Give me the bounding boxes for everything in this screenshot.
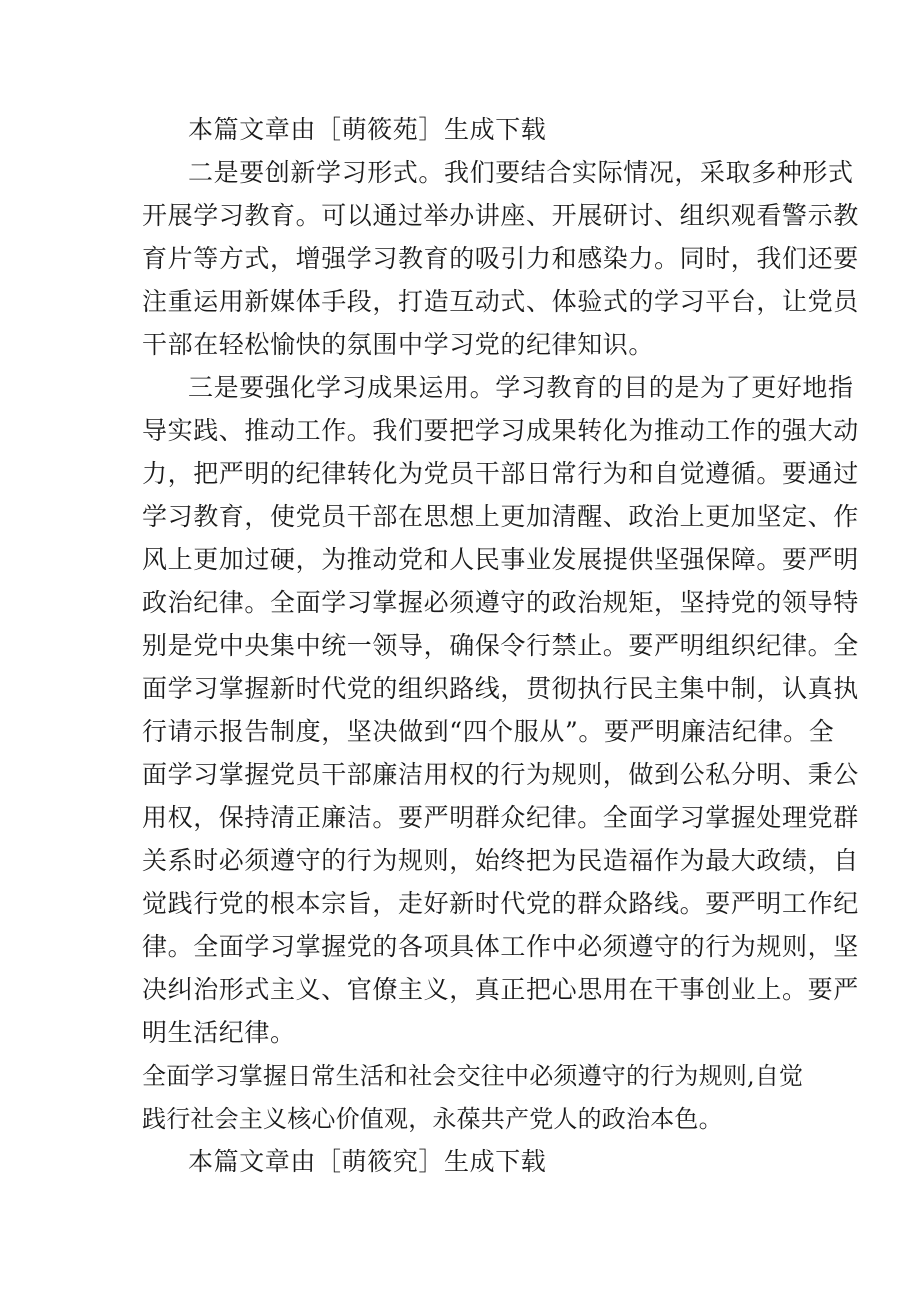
paragraph-3-line-13: 觉践行党的根本宗旨，走好新时代党的群众路线。要严明工作纪	[142, 889, 859, 918]
paragraph-2-line-4: 注重运用新媒体手段，打造互动式、体验式的学习平台，让党员	[142, 287, 859, 316]
paragraph-3-line-3: 力，把严明的纪律转化为党员干部日常行为和自觉遵循。要通过	[142, 459, 859, 488]
paragraph-3-line-16: 明生活纪律。	[142, 1018, 296, 1047]
paragraph-4-line-2: 践行社会主义核心价值观，永葆共产党人的政治本色。	[142, 1105, 723, 1133]
paragraph-3-line-1: 三是要强化学习成果运用。学习教育的目的是为了更好地指	[188, 373, 854, 402]
paragraph-3-line-14: 律。全面学习掌握党的各项具体工作中必须遵守的行为规则，坚	[142, 932, 859, 961]
paragraph-4-line-1: 全面学习掌握日常生活和社会交往中必须遵守的行为规则,自觉	[142, 1062, 804, 1090]
paragraph-3-line-8: 面学习掌握新时代党的组织路线，贯彻执行民主集中制，认真执	[142, 674, 859, 703]
paragraph-2-line-1: 二是要创新学习形式。我们要结合实际情况，采取多种形式	[188, 158, 854, 187]
paragraph-3-line-7: 别是党中央集中统一领导，确保令行禁止。要严明组织纪律。全	[142, 631, 859, 660]
paragraph-3-line-5: 风上更加过硬，为推动党和人民事业发展提供坚强保障。要严明	[142, 545, 859, 574]
paragraph-2-line-5: 干部在轻松愉快的氛围中学习党的纪律知识。	[142, 330, 655, 359]
paragraph-3-line-4: 学习教育，使党员干部在思想上更加清醒、政治上更加坚定、作	[142, 502, 859, 531]
paragraph-3-line-6: 政治纪律。全面学习掌握必须遵守的政治规矩，坚持党的领导特	[142, 588, 859, 617]
paragraph-3-line-9: 行请示报告制度，坚决做到“四个服从”。要严明廉洁纪律。全	[142, 717, 835, 746]
paragraph-3-line-10: 面学习掌握党员干部廉洁用权的行为规则，做到公私分明、秉公	[142, 760, 859, 789]
header-watermark: 本篇文章由［萌筱苑］生成下载	[188, 115, 547, 144]
paragraph-2-line-2: 开展学习教育。可以通过举办讲座、开展研讨、组织观看警示教	[142, 201, 859, 230]
paragraph-3-line-15: 决纠治形式主义、官僚主义，真正把心思用在干事创业上。要严	[142, 975, 859, 1004]
paragraph-3-line-12: 关系时必须遵守的行为规则，始终把为民造福作为最大政绩，自	[142, 846, 859, 875]
paragraph-2-line-3: 育片等方式，增强学习教育的吸引力和感染力。同时，我们还要	[142, 244, 859, 273]
paragraph-3-line-11: 用权，保持清正廉洁。要严明群众纪律。全面学习掌握处理党群	[142, 803, 859, 832]
paragraph-3-line-2: 导实践、推动工作。我们要把学习成果转化为推动工作的强大动	[142, 416, 859, 445]
footer-watermark: 本篇文章由［萌筱究］生成下载	[188, 1147, 547, 1176]
